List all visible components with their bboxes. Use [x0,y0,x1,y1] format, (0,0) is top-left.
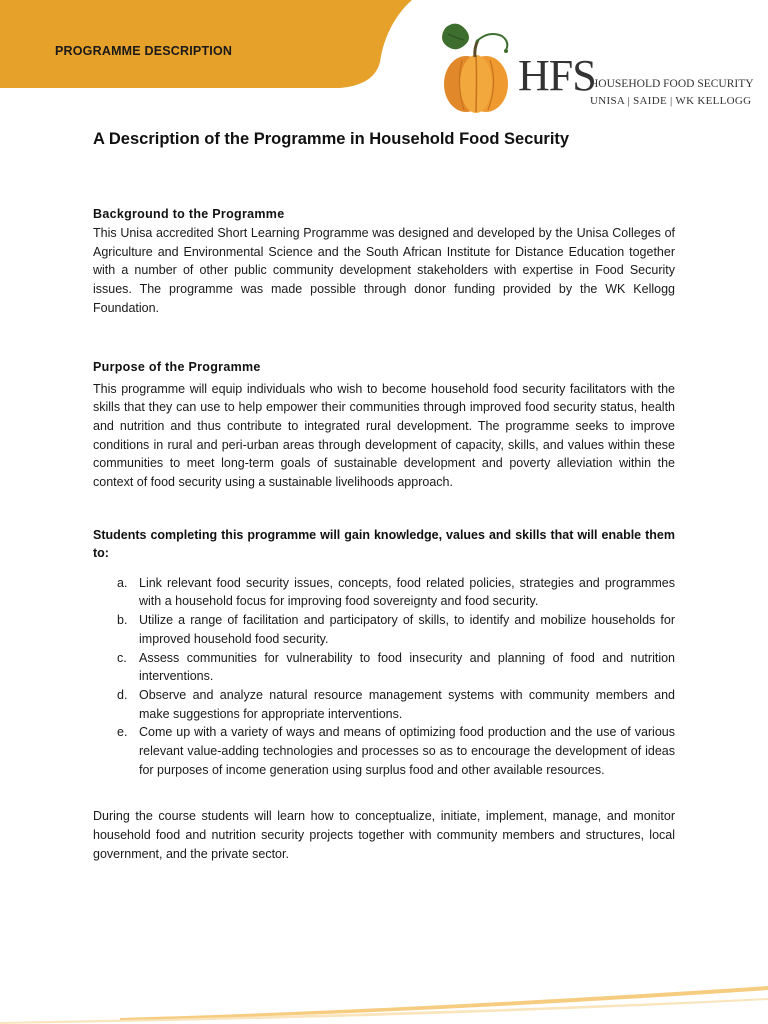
hfs-logo [436,20,754,116]
background-heading: Background to the Programme [93,207,285,221]
background-text: This Unisa accredited Short Learning Programme was designed and developed by the Unisa Colleges of Agriculture and Environmental Science and the South African Institute for Distance Education together with a number of other public community development stakeholders with expertise in Food Security issues. The programme was made possible through donor funding provided by the WK Kellogg Foundation. [93,226,675,315]
outcomes-section [93,526,675,780]
list-item: d. Observe and analyze natural resource management systems with community members and make suggestions for appropriate interventions. [117,687,675,721]
outcomes-list [93,574,675,780]
outcomes-heading: Students completing this programme will gain knowledge, values and skills that will enable them to: [93,527,675,560]
purpose-section [93,358,675,492]
closing-text: During the course students will learn how to conceptualize, initiate, implement, manage, and monitor household food and nutrition security projects together with community members and structures, local government, and the private sector. [93,809,675,861]
purpose-text: This programme will equip individuals who wish to become household food security facilitators with the skills that they can use to help empower their communities through improved food security status, health and nutrition and thus contribute to integrated rural development. The programme seeks to improve conditions in rural and peri-urban areas through development of capacity, skills, and values within these communities to meet long-term goals of sustainable development and poverty alleviation within the context of food security using a sustainable livelihoods approach. [93,381,675,490]
logo-subtitle: HOUSEHOLD FOOD SECURITY [590,78,754,90]
purpose-heading: Purpose of the Programme [93,359,261,374]
list-item: b. Utilize a range of facilitation and participatory of skills, to identify and mobilize households for improved household food security. [117,613,675,646]
logo-partners: UNISA | SAIDE | WK KELLOGG [590,95,752,107]
list-item: c. Assess communities for vulnerability to food insecurity and planning of food and nutrition interventions. [117,650,675,684]
document-body [93,128,675,864]
footer-swoosh [0,960,768,1024]
page-title: A Description of the Programme in Household Food Security [93,130,570,148]
list-item: e. Come up with a variety of ways and means of optimizing food production and the use of various relevant value-adding technologies and processes so as to encourage the development of ideas for purposes of income generation using surplus food and other available resources. [117,725,675,777]
pumpkin-icon [436,20,526,116]
list-item: a. Link relevant food security issues, concepts, food related policies, strategies and programmes with a household focus for improving food sovereignty and food security. [117,575,675,609]
background-section [93,205,675,318]
section-label: PROGRAMME DESCRIPTION [55,44,233,58]
logo-acronym: HFS [518,51,596,100]
leaf-icon [442,24,469,50]
